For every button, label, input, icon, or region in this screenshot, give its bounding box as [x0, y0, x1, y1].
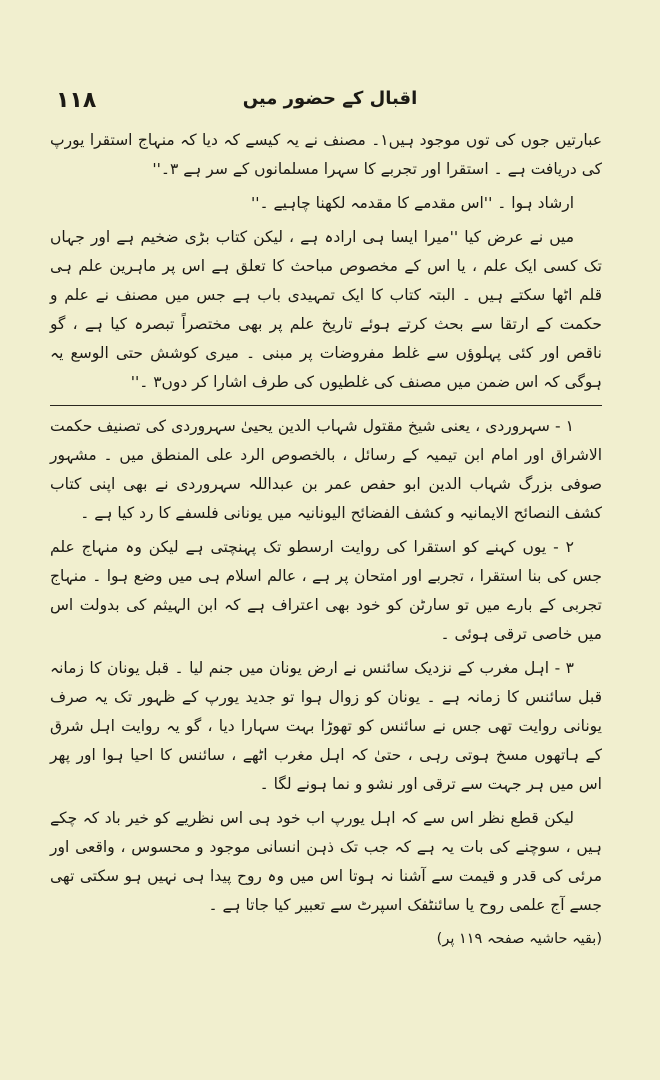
footnote-divider: [50, 405, 602, 406]
page-number: ۱۱۸: [56, 88, 97, 113]
page-body: [50, 126, 602, 959]
paragraph-irshad: ارشاد ہوا ۔ ''اس مقدمے کا مقدمہ لکھنا چاہیے ۔'': [251, 194, 574, 212]
paragraph-reply: میں نے عرض کیا ''میرا ایسا ہی ارادہ ہے ، لیکن کتاب بڑی ضخیم ہے اور جہاں تک کسی ایک علم ، یا اس کے مخصوص مباحث کا تعلق ہے اس پر ماہرین علم ہی قلم اٹھا سکتے ہیں ۔ البتہ کتاب کا ایک تمہیدی باب ہے جس میں مصنف نے علم و حکمت کے ارتقا سے بحث کرتے ہوئے تاریخ علم پر بھی مختصراً تبصرہ کیا ہے ، گو ناقص اور کئی پہلوؤں سے غلط مفروضات پر مبنی ۔ میری کوشش حتی الوسع یہ ہوگی کہ اس ضمن میں مصنف کی غلطیوں کی طرف اشارا کر دوں۳ ۔'': [50, 228, 602, 391]
footnote-3: ۳ - اہل مغرب کے نزدیک سائنس نے ارض یونان میں جنم لیا ۔ قبل یونان کا زمانہ قبل سائنس کا زمانہ ہے ۔ یونان کو زوال ہوا تو جدید یورپ کے ظہور تک یہ صرف یونانی روایت تھی جس نے سائنس کو تھوڑا بہت سہارا دیا ، گو یہ روایت اہل شرق کے ہاتھوں مسخ ہوتی رہی ، حتیٰ کہ اہل مغرب اٹھے ، سائنس کا احیا ہوا اور پھر اس میں ہر جہت سے ترقی اور نشو و نما ہونے لگا ۔: [50, 659, 602, 793]
page-header: [56, 88, 604, 122]
footnote-2: ۲ - یوں کہنے کو استقرا کی روایت ارسطو تک پہنچتی ہے لیکن وہ منہاج علم جس کی بنا استقرا ، تجربے اور امتحان پر ہے ، عالم اسلام ہی میں وضع ہوا ۔ منہاج تجربی کے بارے میں تو سارٹن کو خود بھی اعتراف ہے کہ ابن الہیثم کی بدولت اس میں خاصی ترقی ہوئی ۔: [50, 538, 602, 643]
footnote-1: ۱ - سہروردی ، یعنی شیخ مقتول شہاب الدین یحییٰ سہروردی کی تصنیف حکمت الاشراق اور امام ابن تیمیہ کے رسائل ، بالخصوص الرد علی المنطق میں ۔ مشہور صوفی بزرگ شہاب الدین ابو حفص عمر بن عبداللہ سہروردی نے بھی اپنی کتاب کشف النصائح الایمانیہ و کشف الفضائح الیونانیہ میں یونانی فلسفے کا رد کیا ہے ۔: [50, 417, 602, 522]
running-title: اقبال کے حضور میں: [242, 88, 418, 109]
footnote-3-continued: لیکن قطع نظر اس سے کہ اہل یورپ اب خود ہی اس نظریے کو خیر باد کہ چکے ہیں ، سوچنے کی بات یہ ہے کہ جب تک ذہن انسانی موجود و محسوس ، واقعی اور مرئی کی قدر و قیمت سے آشنا نہ ہوتا اس میں وہ روح پیدا ہی نہیں ہو سکتی تھی جسے آج علمی روح یا سائنٹفک اسپرٹ سے تعبیر کیا جاتا ہے ۔: [50, 809, 602, 914]
paragraph-quote-end: عبارتیں جوں کی توں موجود ہیں۱۔ مصنف نے یہ کیسے کہ دیا کہ منہاج استقرا یورپ کی دریافت ہے ۔ استقرا اور تجربے کا سہرا مسلمانوں کے سر ہے ۳۔'': [50, 131, 602, 178]
footnote-continuation-note: (بقیہ حاشیہ صفحہ ۱۱۹ پر): [436, 931, 602, 947]
